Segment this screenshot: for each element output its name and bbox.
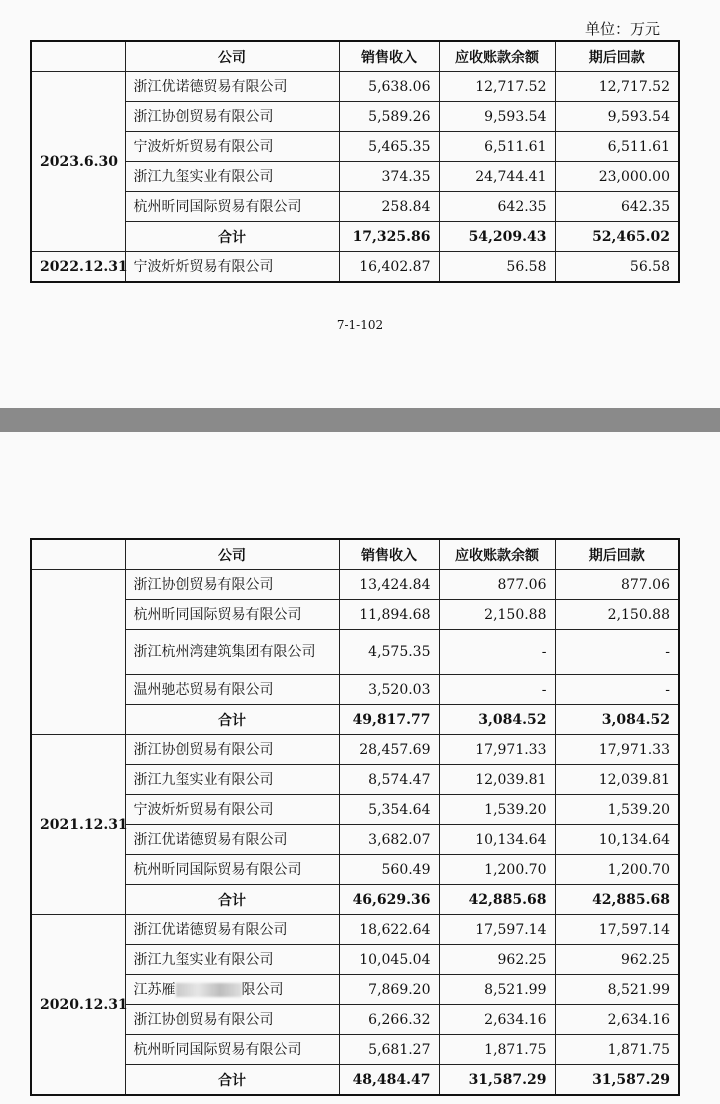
collection-cell: 642.35 bbox=[555, 192, 679, 222]
period-cell bbox=[31, 570, 125, 735]
company-cell: 浙江九玺实业有限公司 bbox=[125, 945, 339, 975]
header-period bbox=[31, 539, 125, 570]
table-row bbox=[31, 855, 679, 885]
header-period bbox=[31, 41, 125, 72]
sales-cell: 4,575.35 bbox=[339, 630, 439, 675]
receivable-cell: 17,597.14 bbox=[439, 915, 555, 945]
collection-cell: 2,634.16 bbox=[555, 1005, 679, 1035]
total-sales: 49,817.77 bbox=[339, 705, 439, 735]
sales-cell: 3,682.07 bbox=[339, 825, 439, 855]
sales-cell: 560.49 bbox=[339, 855, 439, 885]
table-row bbox=[31, 630, 679, 675]
table-row bbox=[31, 945, 679, 975]
document-page-bottom bbox=[0, 432, 720, 1104]
sales-cell: 258.84 bbox=[339, 192, 439, 222]
collection-cell: 8,521.99 bbox=[555, 975, 679, 1005]
company-cell: 浙江协创贸易有限公司 bbox=[125, 570, 339, 600]
sales-cell: 3,520.03 bbox=[339, 675, 439, 705]
table-row bbox=[31, 72, 679, 102]
company-cell: 浙江协创贸易有限公司 bbox=[125, 735, 339, 765]
header-company: 公司 bbox=[125, 539, 339, 570]
table-row bbox=[31, 915, 679, 945]
sales-cell: 5,681.27 bbox=[339, 1035, 439, 1065]
table-row bbox=[31, 1035, 679, 1065]
receivable-cell: 9,593.54 bbox=[439, 102, 555, 132]
company-name-prefix: 江苏雁 bbox=[133, 981, 176, 998]
period-cell: 2020.12.31 bbox=[31, 915, 125, 1096]
collection-cell: 12,717.52 bbox=[555, 72, 679, 102]
receivable-cell: 1,200.70 bbox=[439, 855, 555, 885]
total-label: 合计 bbox=[125, 222, 339, 252]
total-row bbox=[31, 222, 679, 252]
receivable-cell: 56.58 bbox=[439, 252, 555, 283]
total-collection: 42,885.68 bbox=[555, 885, 679, 915]
company-cell: 宁波炘炘贸易有限公司 bbox=[125, 252, 339, 283]
receivable-cell: 10,134.64 bbox=[439, 825, 555, 855]
company-cell bbox=[125, 975, 339, 1005]
header-receivable: 应收账款余额 bbox=[439, 41, 555, 72]
table-row bbox=[31, 765, 679, 795]
header-collection: 期后回款 bbox=[555, 41, 679, 72]
sales-cell: 16,402.87 bbox=[339, 252, 439, 283]
page-divider bbox=[0, 408, 720, 432]
total-collection: 3,084.52 bbox=[555, 705, 679, 735]
table-row bbox=[31, 600, 679, 630]
company-cell: 浙江优诺德贸易有限公司 bbox=[125, 72, 339, 102]
sales-table-bottom bbox=[30, 538, 680, 1096]
total-label: 合计 bbox=[125, 885, 339, 915]
sales-cell: 5,354.64 bbox=[339, 795, 439, 825]
receivable-cell: 8,521.99 bbox=[439, 975, 555, 1005]
company-cell: 杭州昕同国际贸易有限公司 bbox=[125, 1035, 339, 1065]
sales-cell: 7,869.20 bbox=[339, 975, 439, 1005]
table-row bbox=[31, 252, 679, 283]
collection-cell: 9,593.54 bbox=[555, 102, 679, 132]
total-receivable: 54,209.43 bbox=[439, 222, 555, 252]
header-sales: 销售收入 bbox=[339, 539, 439, 570]
company-cell: 杭州昕同国际贸易有限公司 bbox=[125, 855, 339, 885]
sales-cell: 10,045.04 bbox=[339, 945, 439, 975]
collection-cell: 1,871.75 bbox=[555, 1035, 679, 1065]
receivable-cell: 877.06 bbox=[439, 570, 555, 600]
sales-cell: 374.35 bbox=[339, 162, 439, 192]
company-cell: 杭州昕同国际贸易有限公司 bbox=[125, 192, 339, 222]
total-label: 合计 bbox=[125, 705, 339, 735]
sales-cell: 5,638.06 bbox=[339, 72, 439, 102]
collection-cell: 17,597.14 bbox=[555, 915, 679, 945]
collection-cell: 877.06 bbox=[555, 570, 679, 600]
collection-cell: - bbox=[555, 675, 679, 705]
header-collection: 期后回款 bbox=[555, 539, 679, 570]
receivable-cell: 12,717.52 bbox=[439, 72, 555, 102]
total-receivable: 3,084.52 bbox=[439, 705, 555, 735]
receivable-cell: 2,150.88 bbox=[439, 600, 555, 630]
collection-cell: 2,150.88 bbox=[555, 600, 679, 630]
table-row bbox=[31, 192, 679, 222]
company-name-suffix: 限公司 bbox=[241, 981, 284, 998]
sales-table-top bbox=[30, 40, 680, 283]
table-header bbox=[31, 539, 679, 570]
sales-cell: 11,894.68 bbox=[339, 600, 439, 630]
receivable-cell: 2,634.16 bbox=[439, 1005, 555, 1035]
company-cell: 温州驰芯贸易有限公司 bbox=[125, 675, 339, 705]
header-company: 公司 bbox=[125, 41, 339, 72]
total-collection: 52,465.02 bbox=[555, 222, 679, 252]
receivable-cell: - bbox=[439, 675, 555, 705]
company-cell: 浙江杭州湾建筑集团有限公司 bbox=[125, 630, 339, 675]
receivable-cell: 642.35 bbox=[439, 192, 555, 222]
receivable-cell: 6,511.61 bbox=[439, 132, 555, 162]
total-label: 合计 bbox=[125, 1065, 339, 1096]
collection-cell: 1,539.20 bbox=[555, 795, 679, 825]
table-row bbox=[31, 975, 679, 1005]
total-receivable: 31,587.29 bbox=[439, 1065, 555, 1096]
redacted-blur bbox=[176, 983, 242, 997]
header-sales: 销售收入 bbox=[339, 41, 439, 72]
receivable-cell: 1,539.20 bbox=[439, 795, 555, 825]
company-cell: 浙江九玺实业有限公司 bbox=[125, 765, 339, 795]
collection-cell: 1,200.70 bbox=[555, 855, 679, 885]
company-cell: 浙江九玺实业有限公司 bbox=[125, 162, 339, 192]
total-sales: 46,629.36 bbox=[339, 885, 439, 915]
total-row bbox=[31, 885, 679, 915]
sales-cell: 6,266.32 bbox=[339, 1005, 439, 1035]
company-cell: 浙江协创贸易有限公司 bbox=[125, 1005, 339, 1035]
table-row bbox=[31, 102, 679, 132]
collection-cell: - bbox=[555, 630, 679, 675]
collection-cell: 56.58 bbox=[555, 252, 679, 283]
table-row bbox=[31, 675, 679, 705]
total-row bbox=[31, 1065, 679, 1096]
collection-cell: 12,039.81 bbox=[555, 765, 679, 795]
company-cell: 浙江优诺德贸易有限公司 bbox=[125, 915, 339, 945]
sales-cell: 13,424.84 bbox=[339, 570, 439, 600]
receivable-cell: 962.25 bbox=[439, 945, 555, 975]
period-cell: 2021.12.31 bbox=[31, 735, 125, 915]
table-row bbox=[31, 162, 679, 192]
table-header bbox=[31, 41, 679, 72]
table-row bbox=[31, 825, 679, 855]
total-receivable: 42,885.68 bbox=[439, 885, 555, 915]
header-receivable: 应收账款余额 bbox=[439, 539, 555, 570]
receivable-cell: 12,039.81 bbox=[439, 765, 555, 795]
total-sales: 48,484.47 bbox=[339, 1065, 439, 1096]
sales-cell: 28,457.69 bbox=[339, 735, 439, 765]
page-number: 7-1-102 bbox=[336, 318, 384, 332]
collection-cell: 6,511.61 bbox=[555, 132, 679, 162]
receivable-cell: - bbox=[439, 630, 555, 675]
document-page-top bbox=[0, 0, 720, 410]
company-cell: 宁波炘炘贸易有限公司 bbox=[125, 795, 339, 825]
sales-cell: 5,465.35 bbox=[339, 132, 439, 162]
collection-cell: 23,000.00 bbox=[555, 162, 679, 192]
sales-cell: 18,622.64 bbox=[339, 915, 439, 945]
sales-cell: 5,589.26 bbox=[339, 102, 439, 132]
unit-label: 单位：万元 bbox=[584, 20, 660, 38]
table-row bbox=[31, 1005, 679, 1035]
company-cell: 浙江优诺德贸易有限公司 bbox=[125, 825, 339, 855]
company-cell: 浙江协创贸易有限公司 bbox=[125, 102, 339, 132]
table-row bbox=[31, 735, 679, 765]
receivable-cell: 1,871.75 bbox=[439, 1035, 555, 1065]
table-row bbox=[31, 570, 679, 600]
total-row bbox=[31, 705, 679, 735]
company-cell: 杭州昕同国际贸易有限公司 bbox=[125, 600, 339, 630]
table-row bbox=[31, 132, 679, 162]
total-collection: 31,587.29 bbox=[555, 1065, 679, 1096]
period-cell: 2023.6.30 bbox=[31, 72, 125, 252]
company-cell: 宁波炘炘贸易有限公司 bbox=[125, 132, 339, 162]
sales-cell: 8,574.47 bbox=[339, 765, 439, 795]
table-row bbox=[31, 795, 679, 825]
collection-cell: 962.25 bbox=[555, 945, 679, 975]
receivable-cell: 24,744.41 bbox=[439, 162, 555, 192]
collection-cell: 17,971.33 bbox=[555, 735, 679, 765]
total-sales: 17,325.86 bbox=[339, 222, 439, 252]
receivable-cell: 17,971.33 bbox=[439, 735, 555, 765]
collection-cell: 10,134.64 bbox=[555, 825, 679, 855]
period-cell: 2022.12.31 bbox=[31, 252, 125, 283]
